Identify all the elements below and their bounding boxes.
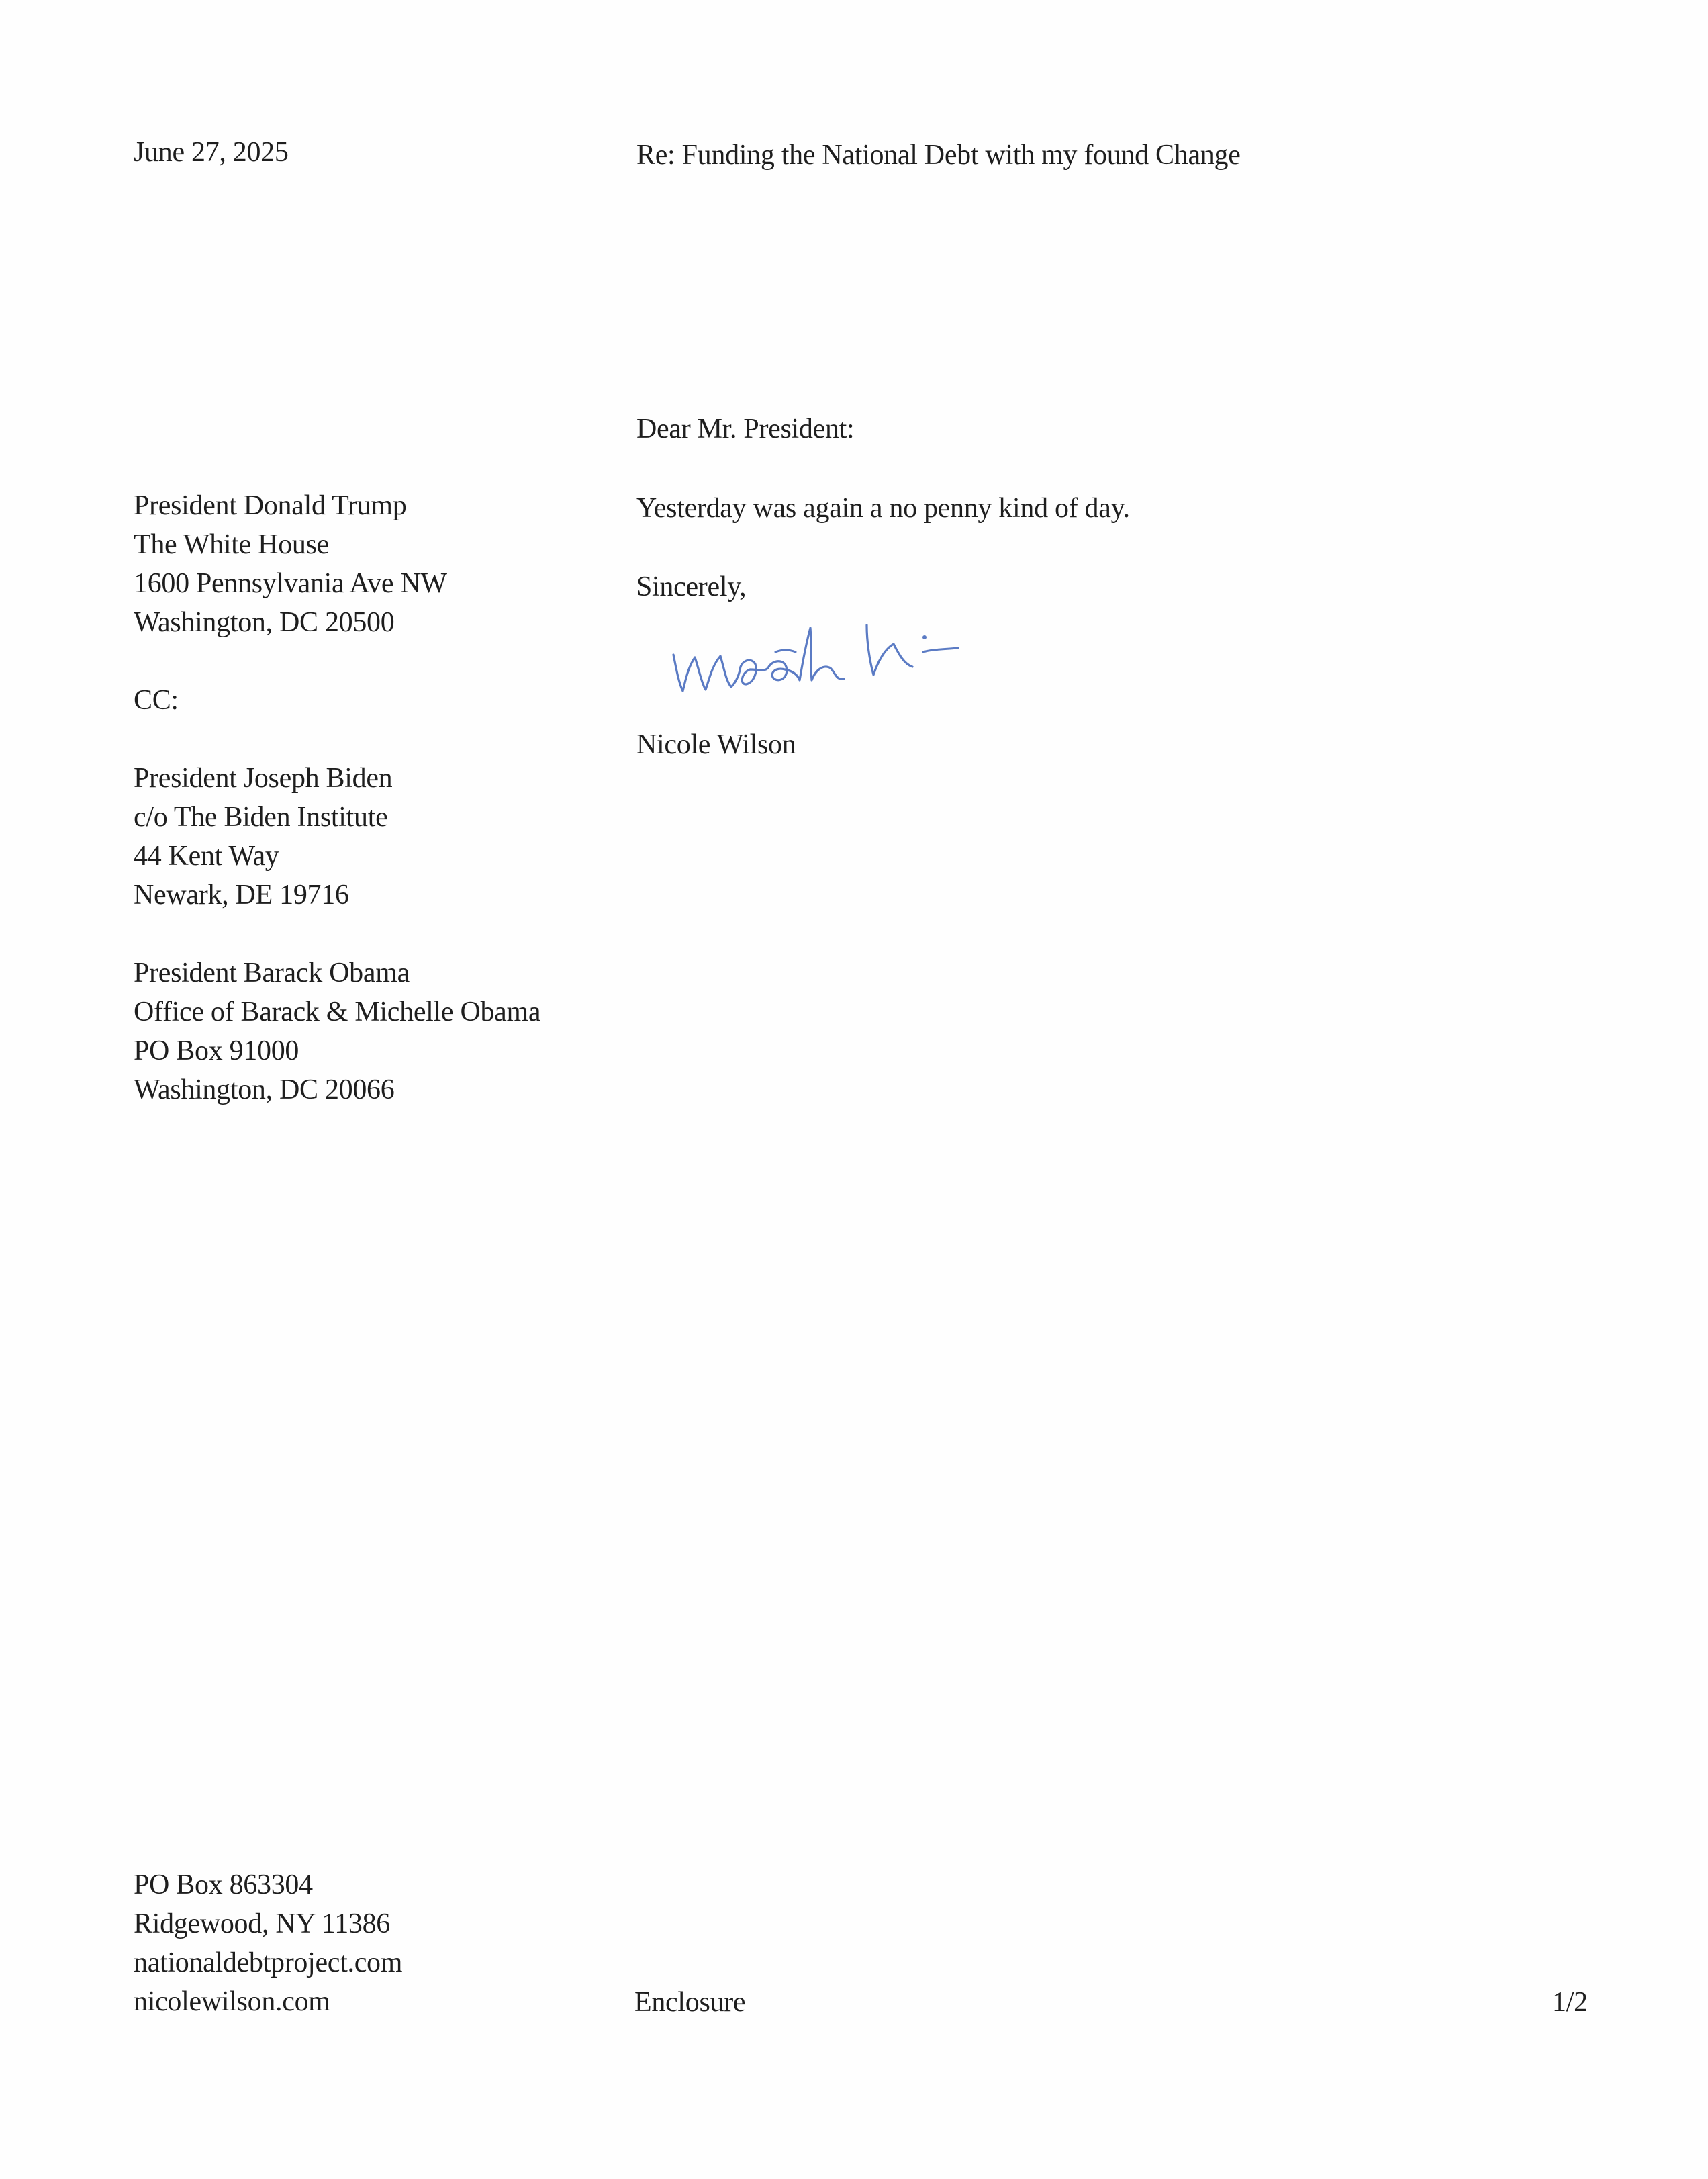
recipient-city-state-zip: Washington, DC 20500 bbox=[134, 607, 395, 638]
footer-website-2: nicolewilson.com bbox=[134, 1986, 330, 2017]
footer-contact bbox=[134, 1865, 402, 2021]
recipient-name: President Donald Trump bbox=[134, 490, 407, 521]
cc-2-address-line2: PO Box 91000 bbox=[134, 1035, 299, 1066]
cc-1-city-state-zip: Newark, DE 19716 bbox=[134, 880, 349, 911]
handwritten-signature bbox=[668, 608, 977, 708]
salutation: Dear Mr. President: bbox=[636, 414, 855, 445]
footer-city-state-zip: Ridgewood, NY 11386 bbox=[134, 1908, 391, 1939]
recipient-address-line2: 1600 Pennsylvania Ave NW bbox=[134, 568, 447, 599]
cc-1-address-line2: 44 Kent Way bbox=[134, 841, 279, 872]
enclosure-note: Enclosure bbox=[634, 1987, 746, 2018]
recipient-address-line1: The White House bbox=[134, 529, 329, 560]
cc-1-name: President Joseph Biden bbox=[134, 763, 393, 794]
cc-2-address-line1: Office of Barack & Michelle Obama bbox=[134, 996, 541, 1027]
cc-1-address-line1: c/o The Biden Institute bbox=[134, 802, 388, 833]
cc-label: CC: bbox=[134, 685, 179, 716]
footer-address-line1: PO Box 863304 bbox=[134, 1869, 313, 1900]
spacer bbox=[134, 915, 540, 954]
letter-closing: Sincerely, bbox=[636, 571, 747, 602]
spacer bbox=[134, 720, 540, 759]
address-column bbox=[134, 486, 540, 1109]
signer-name: Nicole Wilson bbox=[636, 729, 796, 760]
cc-2-name: President Barack Obama bbox=[134, 958, 410, 988]
letter-body: Yesterday was again a no penny kind of day. bbox=[636, 493, 1130, 524]
cc-2-city-state-zip: Washington, DC 20066 bbox=[134, 1074, 395, 1105]
letter-date: June 27, 2025 bbox=[134, 137, 289, 168]
letter-subject: Re: Funding the National Debt with my found Change bbox=[636, 140, 1241, 171]
spacer bbox=[134, 642, 540, 681]
page-number: 1/2 bbox=[1552, 1987, 1588, 2018]
footer-website-1: nationaldebtproject.com bbox=[134, 1947, 403, 1978]
